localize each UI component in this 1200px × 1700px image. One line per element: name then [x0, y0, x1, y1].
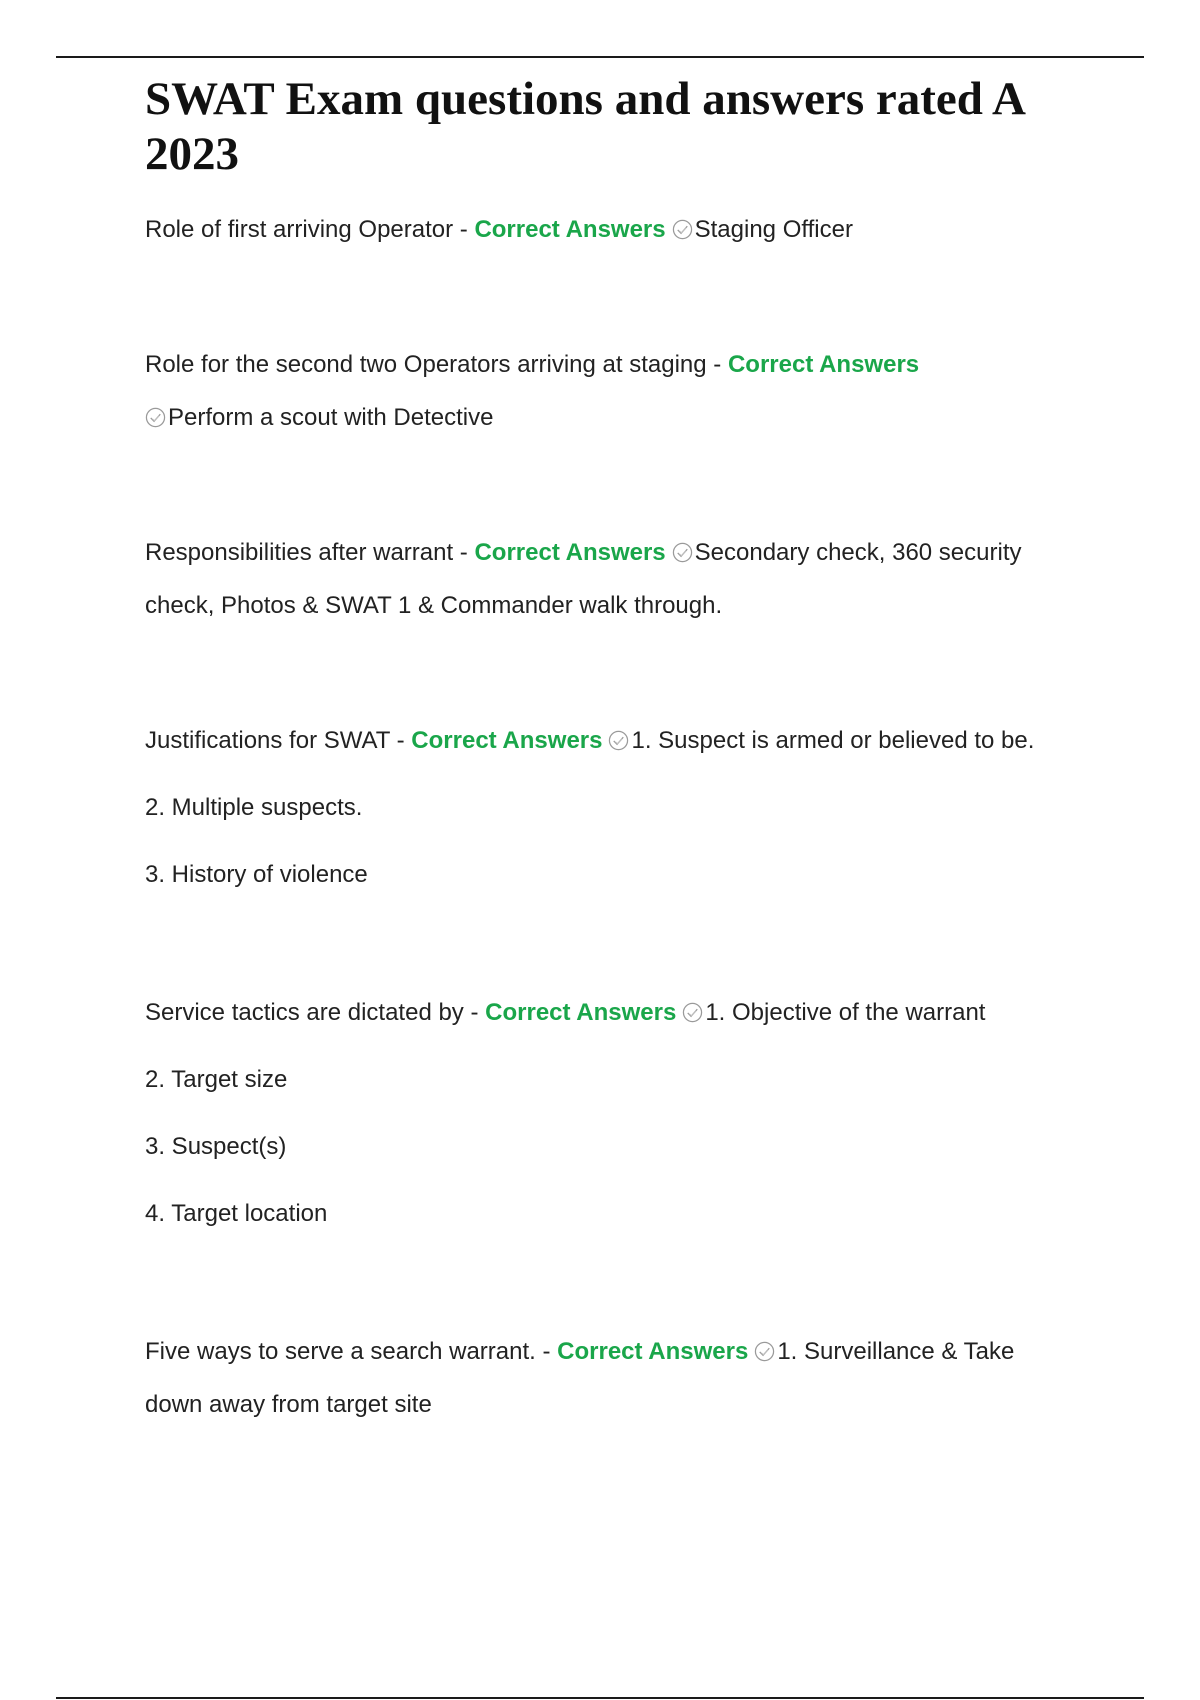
correct-answers-label: Correct Answers	[474, 216, 666, 243]
check-circle-icon	[682, 1002, 703, 1023]
answer-list-item: 3. Suspect(s)	[145, 1133, 287, 1160]
correct-answers-label: Correct Answers	[557, 1338, 749, 1365]
question-text: Responsibilities after warrant	[145, 539, 454, 566]
answer-text: Staging Officer	[694, 216, 853, 243]
check-circle-icon	[672, 542, 693, 563]
correct-answers-label: Correct Answers	[411, 727, 603, 754]
qa-item-2: Role for the second two Operators arriving at staging - Correct Answers Perform a scout with Detective	[145, 351, 920, 431]
answer-text: 1. Suspect is armed or believed to be.	[631, 727, 1035, 754]
answer-list-item: 2. Multiple suspects.	[145, 794, 363, 821]
answer-text: 1. Objective of the warrant	[705, 999, 986, 1026]
answer-list-item: 3. History of violence	[145, 861, 368, 888]
answer-text: Perform a scout with Detective	[168, 404, 494, 431]
answer-text: Secondary check, 360 security	[694, 539, 1022, 566]
check-circle-icon	[608, 730, 629, 751]
qa-item-5: Service tactics are dictated by - Correct Answers 1. Objective of the warrant 2. Target size 3. Suspect(s) 4. Target location	[145, 986, 1085, 1240]
qa-item-3: Responsibilities after warrant - Correct Answers Secondary check, 360 security check, Photos & SWAT 1 & Commander walk through.	[145, 526, 1085, 632]
correct-answers-label: Correct Answers	[727, 351, 920, 378]
question-text: Role for the second two Operators arriving at staging	[145, 351, 707, 378]
answer-text: 1. Surveillance & Take	[777, 1338, 1015, 1365]
correct-answers-label: Correct Answers	[485, 999, 677, 1026]
question-text: Role of first arriving Operator	[145, 216, 454, 243]
qa-item-6: Five ways to serve a search warrant. - Correct Answers 1. Surveillance & Take down away from target site	[145, 1325, 1085, 1431]
question-text: Service tactics are dictated by	[145, 999, 464, 1026]
question-text: Five ways to serve a search warrant.	[145, 1338, 536, 1365]
top-rule	[56, 56, 1144, 58]
check-circle-icon	[145, 407, 166, 428]
qa-item-4: Justifications for SWAT - Correct Answers 1. Suspect is armed or believed to be. 2. Multiple suspects. 3. History of violence	[145, 714, 1085, 901]
answer-continuation: down away from target site	[145, 1391, 432, 1418]
question-text: Justifications for SWAT	[145, 727, 390, 754]
answer-list-item: 2. Target size	[145, 1066, 288, 1093]
correct-answers-label: Correct Answers	[474, 539, 666, 566]
check-circle-icon	[672, 219, 693, 240]
check-circle-icon	[754, 1341, 775, 1362]
bottom-rule	[56, 1697, 1144, 1699]
document-body	[145, 72, 1085, 1418]
document-title: SWAT Exam questions and answers rated A 2023	[145, 73, 1024, 180]
qa-item-1: Role of first arriving Operator - Correct Answers Staging Officer	[145, 216, 853, 243]
answer-continuation: check, Photos & SWAT 1 & Commander walk through.	[145, 592, 723, 619]
answer-list-item: 4. Target location	[145, 1200, 328, 1227]
